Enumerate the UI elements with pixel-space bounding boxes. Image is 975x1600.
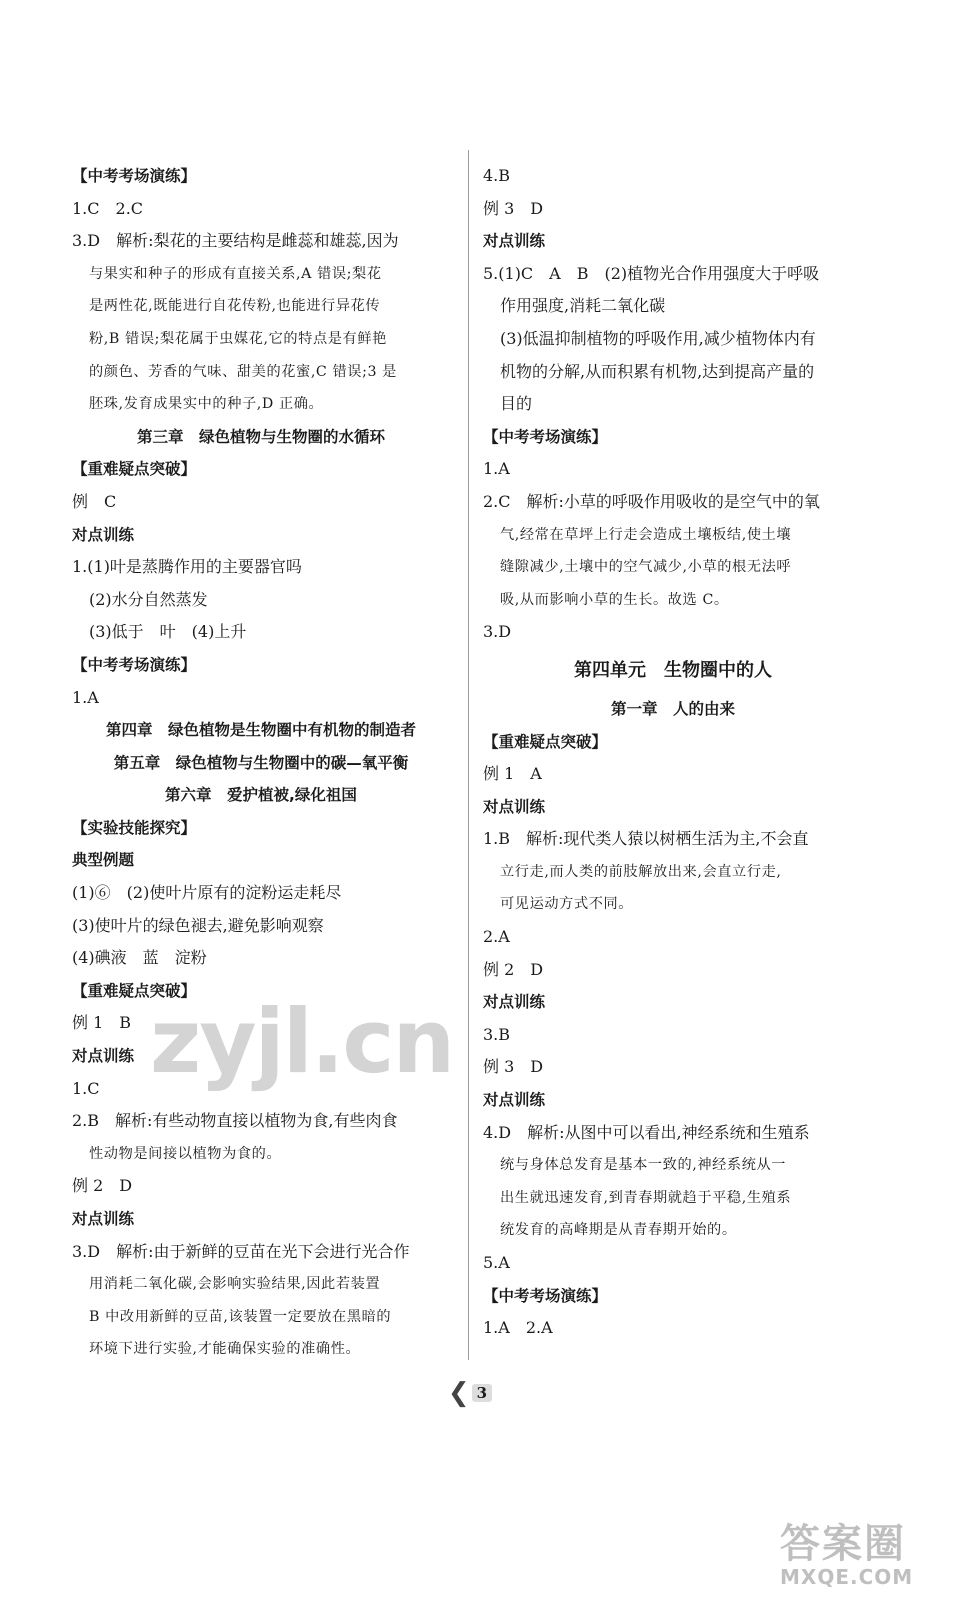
answer-line: (4)碘液 蓝 淀粉 xyxy=(72,948,207,968)
section-header: 【中考考场演练】 xyxy=(483,1286,608,1305)
explanation-line: 粉,B 错误;梨花属于虫媒花,它的特点是有鲜艳 xyxy=(89,330,387,347)
answer-line: 例 3 D xyxy=(483,198,544,218)
section-header: 【实验技能探究】 xyxy=(72,818,197,837)
explanation-line: 环境下进行实验,才能确保实验的准确性。 xyxy=(89,1341,361,1358)
answer-line: 1.A xyxy=(72,687,99,707)
watermark-answer-logo xyxy=(780,1512,970,1594)
answer-line: (3)使叶片的绿色褪去,避免影响观察 xyxy=(72,915,324,935)
unit-title: 第四单元 生物圈中的人 xyxy=(574,659,772,681)
explanation-line: 立行走,而人类的前肢解放出来,会直立行走, xyxy=(500,863,782,880)
section-header: 【中考考场演练】 xyxy=(72,167,197,185)
explanation-line: 吸,从而影响小草的生长。故选 C。 xyxy=(500,591,729,608)
answer-line: 5.(1)C A B (2)植物光合作用强度大于呼吸 xyxy=(483,263,820,283)
answer-line: 3.B xyxy=(483,1024,511,1044)
explanation-line: 的颜色、芳香的气味、甜美的花蜜,C 错误;3 是 xyxy=(89,363,397,380)
section-header: 对点训练 xyxy=(72,1210,135,1228)
answer-line: 例 1 A xyxy=(483,764,542,784)
answer-line: 例 2 D xyxy=(483,959,544,979)
answer-line: 2.B 解析:有些动物直接以植物为食,有些肉食 xyxy=(72,1111,398,1131)
section-header: 【中考考场演练】 xyxy=(483,427,608,446)
left-column xyxy=(72,160,450,1366)
column-divider xyxy=(468,150,469,1360)
section-header: 典型例题 xyxy=(72,851,135,870)
answer-line: 1.C xyxy=(72,1078,100,1098)
section-header: 对点训练 xyxy=(72,1047,135,1066)
page-number-value: 3 xyxy=(472,1384,492,1402)
answer-continuation: (2)水分自然蒸发 xyxy=(89,589,208,609)
section-header: 对点训练 xyxy=(483,232,546,251)
answer-line: 例 1 B xyxy=(72,1013,132,1033)
answer-continuation: 作用强度,消耗二氧化碳 xyxy=(500,296,666,316)
answer-continuation: 机物的分解,从而积累有机物,达到提高产量的 xyxy=(500,361,815,381)
explanation-line: 气,经常在草坪上行走会造成土壤板结,使土壤 xyxy=(500,526,792,543)
chapter-title: 第五章 绿色植物与生物圈中的碳—氧平衡 xyxy=(113,753,409,772)
section-header: 对点训练 xyxy=(483,797,546,816)
answer-line: 2.A xyxy=(483,927,510,947)
section-header: 对点训练 xyxy=(483,993,546,1012)
explanation-line: 统与身体总发育是基本一致的,神经系统从一 xyxy=(500,1157,787,1174)
right-column xyxy=(483,160,863,1345)
answer-continuation: 目的 xyxy=(500,394,533,414)
answer-line: 例 2 D xyxy=(72,1176,133,1196)
section-header: 对点训练 xyxy=(72,525,135,544)
explanation-line: 统发育的高峰期是从青春期开始的。 xyxy=(500,1222,737,1239)
watermark-url: MXQE.COM xyxy=(780,1565,914,1589)
answer-line: 1.A xyxy=(483,459,510,479)
answer-continuation: (3)低温抑制植物的呼吸作用,减少植物体内有 xyxy=(500,328,816,348)
answer-line: 3.D 解析:梨花的主要结构是雌蕊和雄蕊,因为 xyxy=(72,231,399,251)
explanation-line: 与果实和种子的形成有直接关系,A 错误;梨花 xyxy=(89,265,382,282)
answer-line: 例 3 D xyxy=(483,1057,544,1077)
watermark-zyjl: zyjl.cn xyxy=(150,990,454,1093)
explanation-line: 出生就迅速发育,到青春期就趋于平稳,生殖系 xyxy=(500,1189,792,1206)
chapter-title: 第一章 人的由来 xyxy=(610,699,735,718)
chevron-left-icon: ❮ xyxy=(447,1378,470,1408)
explanation-line: 缝隙减少,土壤中的空气减少,小草的根无法呼 xyxy=(500,559,792,576)
section-header: 对点训练 xyxy=(483,1091,546,1110)
answer-line: 3.D xyxy=(483,622,512,642)
explanation-line: 胚珠,发育成果实中的种子,D 正确。 xyxy=(89,396,324,413)
answer-line: 1.B 解析:现代类人猿以树栖生活为主,不会直 xyxy=(483,829,809,849)
answer-line: 2.C 解析:小草的呼吸作用吸收的是空气中的氧 xyxy=(483,491,820,511)
section-header: 【重难疑点突破】 xyxy=(72,460,197,479)
answer-line: 1.C 2.C xyxy=(72,198,144,218)
watermark-logo-text: 答案圈 xyxy=(780,1521,906,1567)
chapter-title: 第四章 绿色植物是生物圈中有机物的制造者 xyxy=(105,721,416,740)
section-header: 【中考考场演练】 xyxy=(72,655,197,674)
explanation-line: 性动物是间接以植物为食的。 xyxy=(89,1145,282,1162)
explanation-line: 可见运动方式不同。 xyxy=(500,896,634,913)
answer-line: 1.(1)叶是蒸腾作用的主要器官吗 xyxy=(72,557,302,577)
answer-line: 5.A xyxy=(483,1253,510,1272)
section-header: 【重难疑点突破】 xyxy=(72,981,197,1000)
answer-continuation: (3)低于 叶 (4)上升 xyxy=(89,622,247,642)
answer-line: 例 C xyxy=(72,491,117,511)
answer-line: 1.A 2.A xyxy=(483,1318,553,1338)
chapter-title: 第六章 爱护植被,绿化祖国 xyxy=(165,786,357,805)
answer-line: (1)⑥ (2)使叶片原有的淀粉运走耗尽 xyxy=(72,883,342,903)
answer-line: 4.B xyxy=(483,166,511,185)
answer-line: 4.D 解析:从图中可以看出,神经系统和生殖系 xyxy=(483,1122,810,1142)
answer-line: 3.D 解析:由于新鲜的豆苗在光下会进行光合作 xyxy=(72,1241,410,1261)
explanation-line: 是两性花,既能进行自花传粉,也能进行异花传 xyxy=(89,298,381,315)
chapter-title: 第三章 绿色植物与生物圈的水循环 xyxy=(136,427,385,446)
section-header: 【重难疑点突破】 xyxy=(483,732,608,751)
page-number xyxy=(445,1378,495,1408)
explanation-line: B 中改用新鲜的豆苗,该装置一定要放在黑暗的 xyxy=(89,1308,392,1325)
explanation-line: 用消耗二氧化碳,会影响实验结果,因此若装置 xyxy=(89,1276,381,1293)
